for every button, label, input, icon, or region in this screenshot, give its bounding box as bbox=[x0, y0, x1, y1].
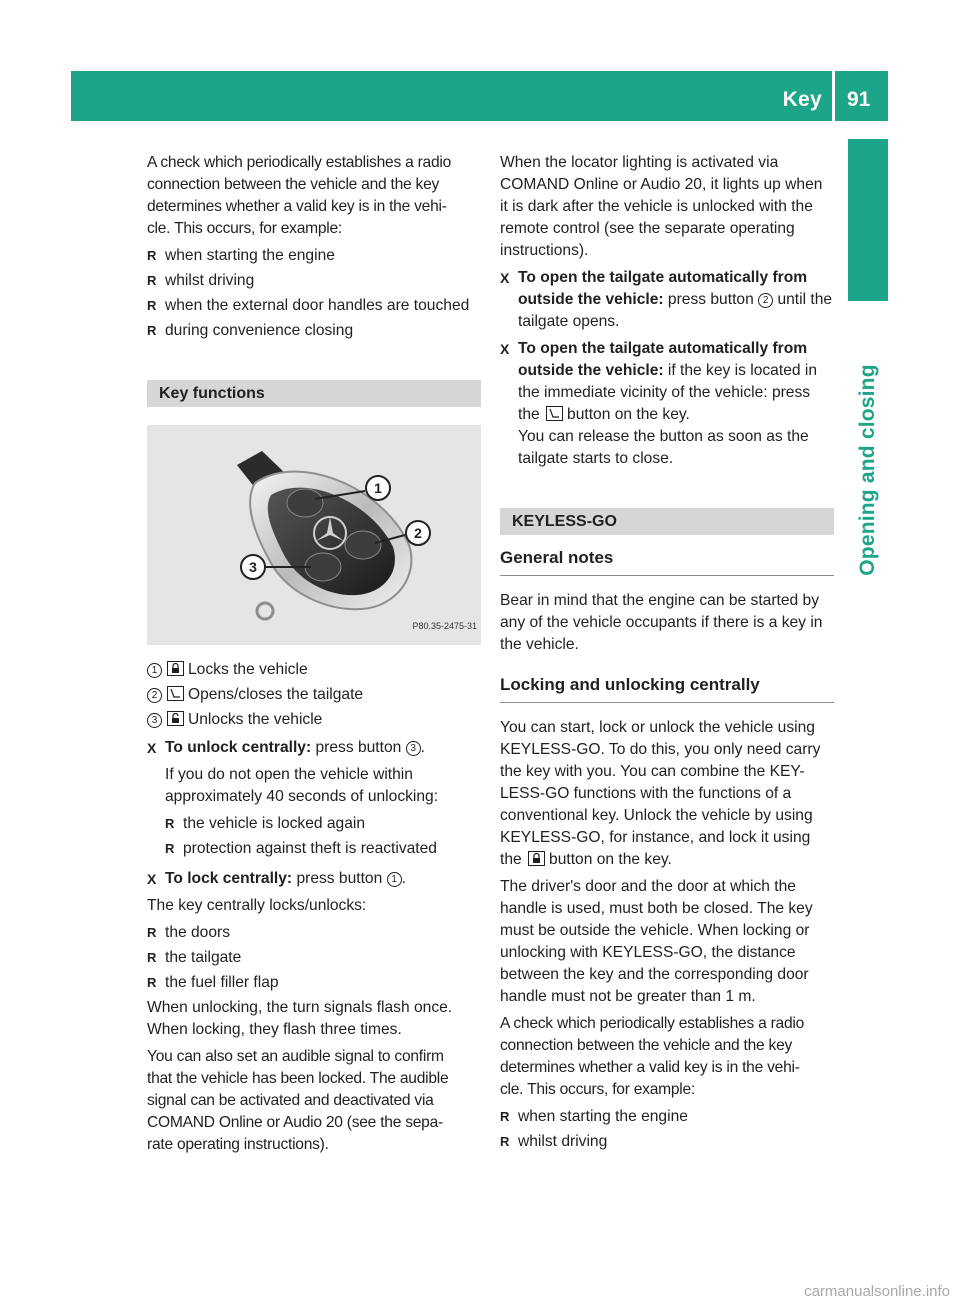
audible-line: COMAND Online or Audio 20 (see the sepa- bbox=[147, 1114, 443, 1131]
locator-paragraph: When the locator lighting is activated via COMAND Online or Audio 20, it lights up when it is dark after the vehicle is unlocked with the remote control (see the separate operating instructions). bbox=[500, 154, 823, 259]
header-bar bbox=[71, 71, 888, 121]
key-ring-loop bbox=[257, 603, 273, 619]
step-arrow-icon: X bbox=[500, 270, 510, 286]
bullet-icon: R bbox=[500, 1134, 510, 1149]
bullet-icon: R bbox=[147, 248, 157, 263]
step-arrow-icon: X bbox=[500, 341, 510, 357]
number-badge: 3 bbox=[147, 713, 162, 728]
step-lock: X To lock centrally: press button 1 . bbox=[147, 868, 481, 890]
list-item: R whilst driving bbox=[500, 1131, 834, 1153]
audible-line: You can also set an audible signal to confirm bbox=[147, 1048, 444, 1065]
intro-paragraph bbox=[147, 152, 481, 240]
page-number: 91 bbox=[847, 88, 871, 111]
bullet-icon: R bbox=[147, 273, 157, 288]
callout-label: 3 bbox=[249, 559, 257, 575]
key-illustration bbox=[147, 425, 481, 645]
number-badge: 1 bbox=[387, 872, 402, 887]
list-item: R whilst driving bbox=[147, 270, 481, 292]
list-item: R the tailgate bbox=[147, 947, 481, 969]
bullet-icon: R bbox=[147, 950, 157, 965]
lock-button bbox=[287, 489, 323, 517]
bullet-icon: R bbox=[165, 841, 175, 856]
header-separator bbox=[832, 71, 835, 121]
list-item: R the doors bbox=[147, 922, 481, 944]
list-item: R the fuel filler flap bbox=[147, 972, 481, 994]
subheading-locking-unlocking: Locking and unlocking centrally bbox=[500, 662, 834, 703]
check-paragraph bbox=[500, 1013, 834, 1101]
left-column bbox=[147, 152, 481, 1161]
lock-icon bbox=[167, 661, 184, 676]
subheading-general-notes: General notes bbox=[500, 535, 834, 576]
list-item: R when starting the engine bbox=[147, 245, 481, 267]
page-title: Key bbox=[782, 88, 822, 111]
intro-line: A check which periodically establishes a radio bbox=[147, 154, 452, 171]
check-line: A check which periodically establishes a radio bbox=[500, 1015, 805, 1032]
key-legend-item: 2 Opens/closes the tailgate bbox=[147, 684, 481, 706]
key-figure bbox=[147, 425, 481, 645]
bullet-icon: R bbox=[165, 816, 175, 831]
keyless-paragraph: You can start, lock or unlock the vehicle using KEYLESS-GO. To do this, you only need carry the key with you. You can combine the KEY- LESS-GO functions with the functions of a conventional key. Unlock the vehicle by using KEYLESS-GO, for instance, and lock it using the button on the key. bbox=[500, 719, 821, 868]
callout-label: 2 bbox=[414, 525, 422, 541]
check-line: cle. This occurs, for example: bbox=[500, 1081, 696, 1098]
intro-line: determines whether a valid key is in the vehi- bbox=[147, 198, 447, 215]
list-item: R when starting the engine bbox=[500, 1106, 834, 1128]
intro-line: connection between the vehicle and the key bbox=[147, 176, 440, 193]
lock-icon bbox=[528, 851, 545, 866]
check-line: determines whether a valid key is in the vehi- bbox=[500, 1059, 800, 1076]
audible-line: that the vehicle has been locked. The audible bbox=[147, 1070, 449, 1087]
unlock-icon bbox=[167, 711, 184, 726]
check-line: connection between the vehicle and the key bbox=[500, 1037, 793, 1054]
key-legend-item: 1 Locks the vehicle bbox=[147, 659, 481, 681]
right-column bbox=[500, 152, 834, 1156]
intro-line: cle. This occurs, for example: bbox=[147, 220, 343, 237]
key-legend-item: 3 Unlocks the vehicle bbox=[147, 709, 481, 731]
signals-paragraph: When unlocking, the turn signals flash once. When locking, they flash three times. bbox=[147, 999, 453, 1038]
section-heading-key-functions: Key functions bbox=[147, 380, 481, 407]
general-paragraph: Bear in mind that the engine can be started by any of the vehicle occupants if there is a key in the vehicle. bbox=[500, 592, 823, 653]
tailgate-button bbox=[345, 531, 381, 559]
audible-line: signal can be activated and deactivated via bbox=[147, 1092, 434, 1109]
number-badge: 2 bbox=[147, 688, 162, 703]
callout-label: 1 bbox=[374, 480, 382, 496]
bullet-icon: R bbox=[147, 975, 157, 990]
step-arrow-icon: X bbox=[147, 740, 157, 756]
list-item: R the vehicle is locked again bbox=[165, 813, 481, 835]
list-item: R when the external door handles are touched bbox=[147, 295, 481, 317]
chapter-label: Opening and closing bbox=[856, 364, 879, 576]
audible-line: rate operating instructions). bbox=[147, 1136, 329, 1153]
number-badge: 2 bbox=[758, 293, 773, 308]
doors-paragraph: The driver's door and the door at which the handle is used, must both be closed. The key must be outside the vehicle. When locking or unlocking with KEYLESS-GO, the distance between the key and the corresponding door handle must not be greater than 1 m. bbox=[500, 878, 813, 1005]
number-badge: 1 bbox=[147, 663, 162, 678]
audible-paragraph bbox=[147, 1046, 481, 1156]
tailgate-icon bbox=[546, 406, 563, 421]
section-heading-keyless-go: KEYLESS-GO bbox=[500, 508, 834, 535]
tailgate-icon bbox=[167, 686, 184, 701]
watermark-footer: carmanualsonline.info bbox=[804, 1283, 950, 1300]
list-item: R during convenience closing bbox=[147, 320, 481, 342]
bullet-icon: R bbox=[500, 1109, 510, 1124]
bullet-icon: R bbox=[147, 925, 157, 940]
step-unlock: X To unlock centrally: press button 3 . bbox=[147, 737, 481, 759]
chapter-tab bbox=[848, 139, 888, 301]
figure-code: P80.35-2475-31 bbox=[412, 621, 477, 631]
bullet-icon: R bbox=[147, 298, 157, 313]
number-badge: 3 bbox=[406, 741, 421, 756]
unlock-note: If you do not open the vehicle within approximately 40 seconds of unlocking: bbox=[165, 766, 439, 805]
step-arrow-icon: X bbox=[147, 871, 157, 887]
locks-intro: The key centrally locks/unlocks: bbox=[147, 897, 367, 914]
bullet-icon: R bbox=[147, 323, 157, 338]
step-tailgate-button: X To open the tailgate automatically from outside the vehicle: press button 2 until the tailgate opens. bbox=[500, 269, 833, 330]
list-item: R protection against theft is reactivated bbox=[165, 838, 481, 860]
step-tailgate-keyless: X To open the tailgate automatically from outside the vehicle: if the key is located in the immediate vicinity of the vehicle: press the button on the key. You can release the button as soon as the tailgate starts to close. bbox=[500, 340, 818, 467]
